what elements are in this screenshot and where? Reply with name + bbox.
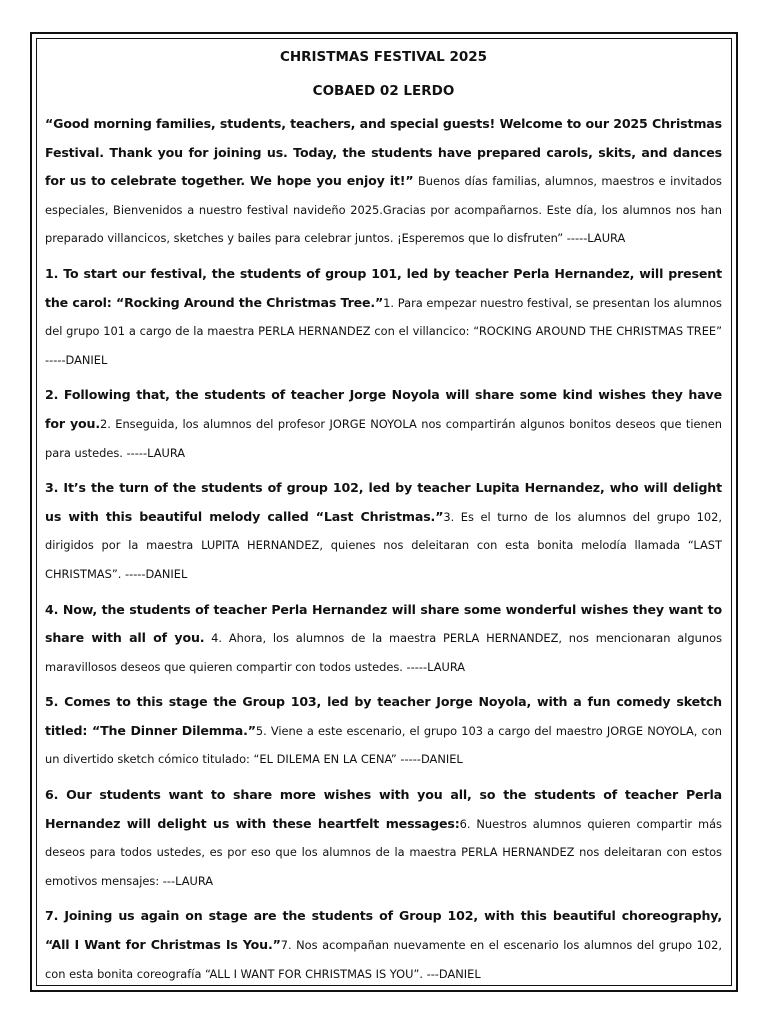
document-body: [45, 44, 722, 995]
paragraph-item-4: [45, 596, 722, 682]
spanish-text: 7. Nos acompañan nuevamente en el escenario los alumnos del grupo 102, con esta bonita coreografía “ALL I WANT FOR CHRISTMAS IS YOU”. ---DANIEL: [45, 938, 723, 981]
paragraph-welcome: [45, 110, 722, 253]
paragraph-item-5: [45, 688, 722, 774]
english-text: “Good morning families, students, teachers, and special guests! Welcome to our 2025 Christmas Festival. Thank you for joining us. Today, the students have prepared carols, skits, and dances for us to celebrate together. We hope you enjoy it!”: [45, 116, 722, 189]
english-text: 4. Now, the students of teacher Perla Hernandez will share some wonderful wishes they want to share with all of you.: [45, 601, 722, 646]
paragraph-item-1: [45, 260, 722, 374]
english-text: 5. Comes to this stage the Group 103, led by teacher Jorge Noyola, with a fun comedy sketch titled: “The Dinner Dilemma.”: [45, 694, 722, 738]
english-text: 1. To start our festival, the students of group 101, led by teacher Perla Hernandez, will present the carol: “Rocking Around the Christmas Tree.”: [45, 265, 722, 310]
document-subtitle: COBAED 02 LERDO: [312, 83, 455, 99]
document-title: CHRISTMAS FESTIVAL 2025: [279, 49, 488, 65]
paragraph-item-7: [45, 902, 722, 988]
english-text: 3. It’s the turn of the students of group 102, led by teacher Lupita Hernandez, who will delight us with this beautiful melody called “Last Christmas.”: [45, 480, 722, 524]
english-text: 6. Our students want to share more wishes with you all, so the students of teacher Perla Hernandez will delight us with these heartfelt messages:: [45, 787, 722, 831]
spanish-text: 3. Es el turno de los alumnos del grupo 102, dirigidos por la maestra LUPITA HERNANDEZ, quienes nos deleitaran con esta bonita melodía llamada “LAST CHRISTMAS”. -----DANIEL: [45, 509, 722, 581]
spanish-text: 1. Para empezar nuestro festival, se presentan los alumnos del grupo 101 a cargo de la maestra PERLA HERNANDEZ con el villancico: “ROCKING AROUND THE CHRISTMAS TREE” -----DANIEL: [45, 295, 722, 367]
spanish-text: 2. Enseguida, los alumnos del profesor JORGE NOYOLA nos compartirán algunos bonitos deseos que tienen para ustedes. -----LAURA: [45, 416, 722, 460]
spanish-text: Buenos días familias, alumnos, maestros e invitados especiales, Bienvenidos a nuestro festival navideño 2025.Gracias por acompañarnos. Este día, los alumnos nos han preparado villancicos, sketches y bailes para celebrar juntos. ¡Esperemos que lo disfruten” -----LAURA: [45, 174, 722, 246]
paragraph-item-6: [45, 781, 722, 895]
spanish-text: 6. Nuestros alumnos quieren compartir más deseos para todos ustedes, es por eso que los alumnos de la maestra PERLA HERNANDEZ nos deleitaran con estos emotivos mensajes: ---LAURA: [45, 816, 722, 888]
paragraph-item-3: [45, 474, 722, 588]
spanish-text: 4. Ahora, los alumnos de la maestra PERLA HERNANDEZ, nos mencionaran algunos maravillosos deseos que quieren compartir con todos ustedes. -----LAURA: [45, 631, 723, 674]
paragraph-item-2: [45, 381, 722, 467]
english-text: 7. Joining us again on stage are the students of Group 102, with this beautiful choreography, “All I Want for Christmas Is You.”: [45, 908, 722, 953]
english-text: 2. Following that, the students of teacher Jorge Noyola will share some kind wishes they have for you.: [45, 387, 722, 431]
spanish-text: 5. Viene a este escenario, el grupo 103 a cargo del maestro JORGE NOYOLA, con un divertido sketch cómico titulado: “EL DILEMA EN LA CENA” -----DANIEL: [45, 723, 722, 767]
